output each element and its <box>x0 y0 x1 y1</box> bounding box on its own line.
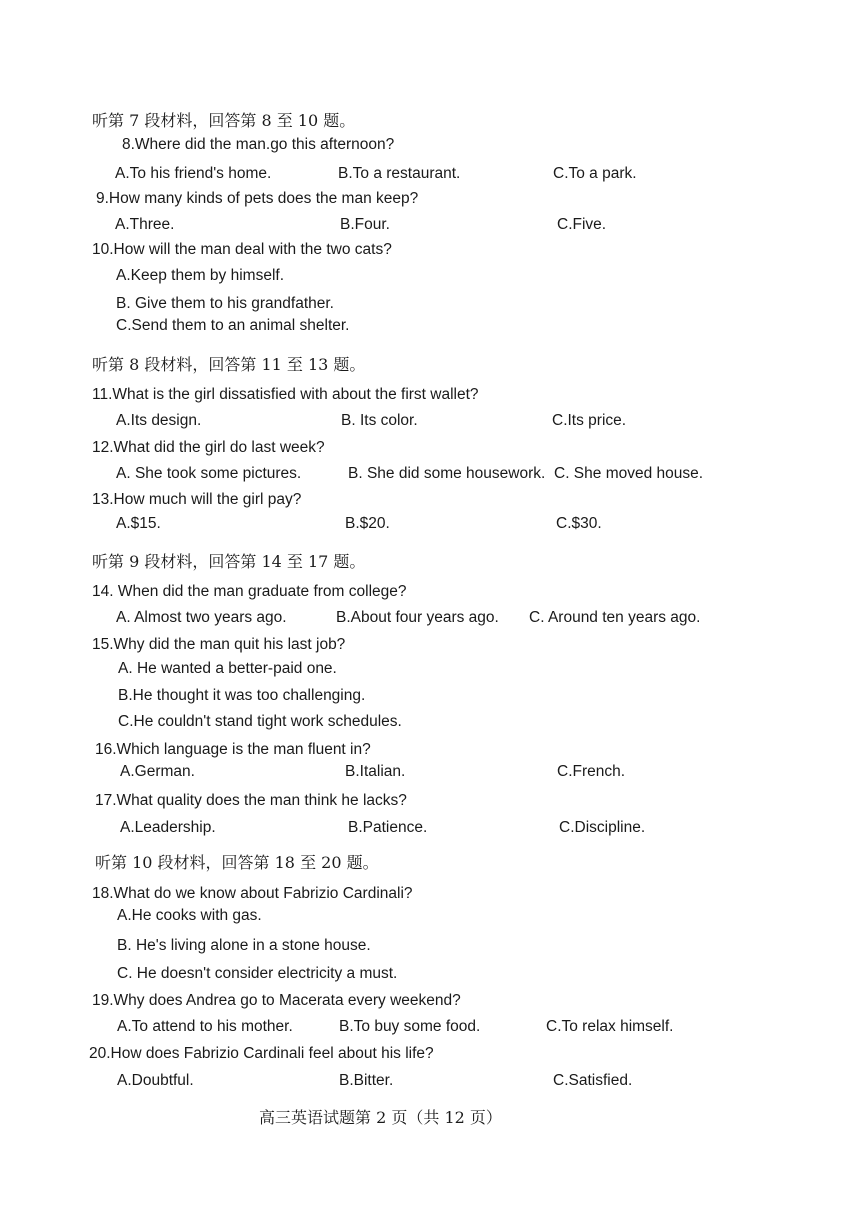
option-a: A.$15. <box>116 515 161 532</box>
option-b: B.Bitter. <box>339 1072 394 1089</box>
option-c: C. She moved house. <box>554 465 704 482</box>
option-a: A.He cooks with gas. <box>117 907 262 924</box>
option-c: C.To a park. <box>553 165 637 182</box>
option-a: A.To his friend's home. <box>115 165 272 182</box>
question-stem: 17.What quality does the man think he lacks? <box>95 792 407 809</box>
option-a: A. He wanted a better-paid one. <box>118 660 337 677</box>
option-b: B. She did some housework. <box>348 465 546 482</box>
option-a: A.Leadership. <box>120 819 216 836</box>
option-a: A.Three. <box>115 216 175 233</box>
section-header: 听第 9 段材料，回答第 14 至 17 题。 <box>92 552 366 571</box>
option-c: C.Five. <box>557 216 607 233</box>
option-c: C. Around ten years ago. <box>529 609 701 626</box>
option-c: C.To relax himself. <box>546 1018 674 1035</box>
option-c: C.Satisfied. <box>553 1072 633 1089</box>
question-stem: 9.How many kinds of pets does the man keep? <box>96 190 419 207</box>
option-b: B. Its color. <box>341 412 418 429</box>
option-a: A.To attend to his mother. <box>117 1018 293 1035</box>
question-stem: 20.How does Fabrizio Cardinali feel about his life? <box>89 1045 434 1062</box>
option-c: C.Send them to an animal shelter. <box>116 317 350 334</box>
option-b: B.Patience. <box>348 819 428 836</box>
option-a: A. She took some pictures. <box>116 465 302 482</box>
option-c: C.Its price. <box>552 412 627 429</box>
section-header: 听第 8 段材料，回答第 11 至 13 题。 <box>92 355 366 374</box>
question-stem: 15.Why did the man quit his last job? <box>92 636 346 653</box>
page-footer: 高三英语试题第 2 页（共 12 页） <box>259 1108 502 1127</box>
section-header: 听第 10 段材料，回答第 18 至 20 题。 <box>95 853 379 872</box>
question-stem: 11.What is the girl dissatisfied with about the first wallet? <box>92 386 479 403</box>
question-stem: 14. When did the man graduate from college? <box>92 583 407 600</box>
question-stem: 12.What did the girl do last week? <box>92 439 325 456</box>
question-stem: 16.Which language is the man fluent in? <box>95 741 371 758</box>
option-a: A. Almost two years ago. <box>116 609 287 626</box>
option-c: C.$30. <box>556 515 602 532</box>
option-b: B.About four years ago. <box>336 609 499 626</box>
question-stem: 18.What do we know about Fabrizio Cardinali? <box>92 885 413 902</box>
option-a: A.German. <box>120 763 195 780</box>
option-b: B.To buy some food. <box>339 1018 481 1035</box>
option-b: B.$20. <box>345 515 390 532</box>
option-c: C.Discipline. <box>559 819 646 836</box>
option-b: B.Four. <box>340 216 390 233</box>
option-c: C.French. <box>557 763 626 780</box>
section-header: 听第 7 段材料，回答第 8 至 10 题。 <box>92 111 356 130</box>
question-stem: 13.How much will the girl pay? <box>92 491 302 508</box>
option-b: B. Give them to his grandfather. <box>116 295 334 312</box>
option-b: B.Italian. <box>345 763 406 780</box>
option-b: B.He thought it was too challenging. <box>118 687 366 704</box>
option-a: A.Its design. <box>116 412 202 429</box>
option-c: C. He doesn't consider electricity a must. <box>117 965 398 982</box>
option-c: C.He couldn't stand tight work schedules. <box>118 713 402 730</box>
option-a: A.Doubtful. <box>117 1072 194 1089</box>
question-stem: 8.Where did the man.go this afternoon? <box>122 136 395 153</box>
option-b: B.To a restaurant. <box>338 165 461 182</box>
question-stem: 19.Why does Andrea go to Macerata every weekend? <box>92 992 461 1009</box>
question-stem: 10.How will the man deal with the two cats? <box>92 241 392 258</box>
option-b: B. He's living alone in a stone house. <box>117 937 371 954</box>
option-a: A.Keep them by himself. <box>116 267 284 284</box>
